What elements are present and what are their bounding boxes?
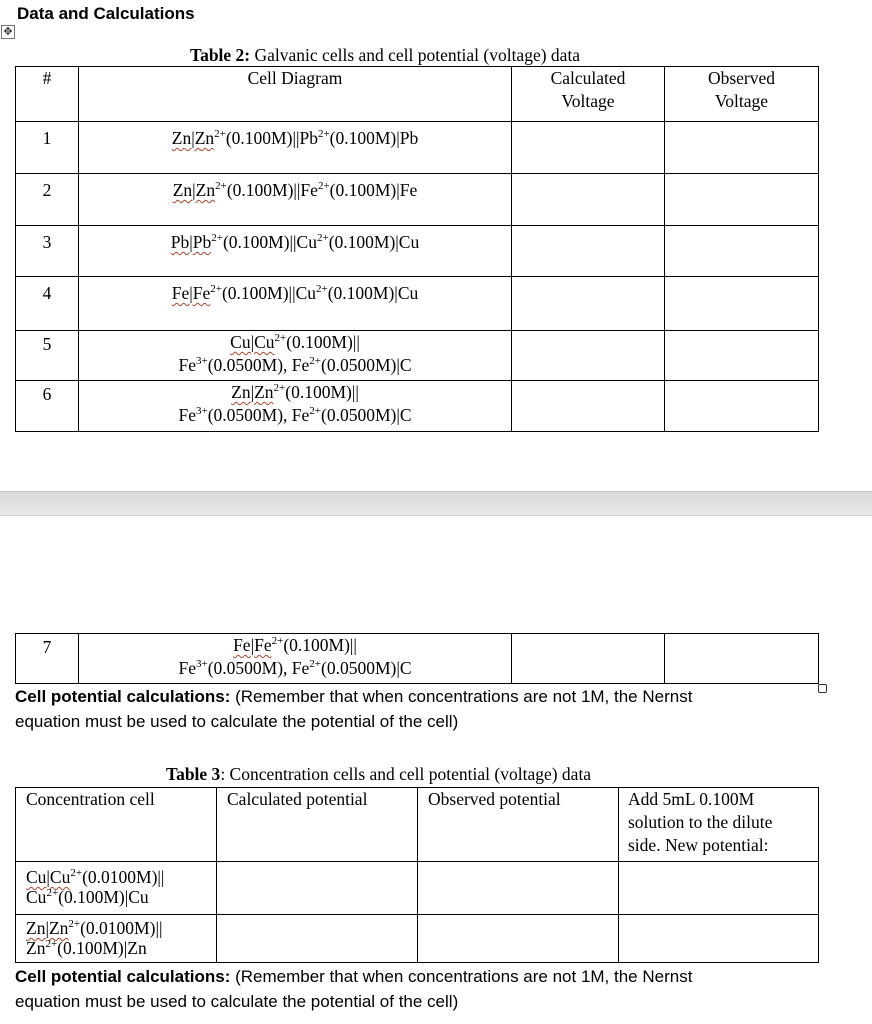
row-number: 2 <box>16 174 79 226</box>
observed-voltage-cell[interactable] <box>665 122 819 174</box>
section-title: Data and Calculations <box>17 4 195 23</box>
page-break <box>0 491 872 516</box>
new-potential-cell[interactable] <box>619 862 819 915</box>
table3 <box>15 787 819 963</box>
cell-diagram: $Fe|Fe^{2+}(0.100M)||$ $Fe^{3+}(0.0500M)$, $Fe^{2+}(0.0500M)|C$ <box>79 634 512 684</box>
calculated-voltage-cell[interactable] <box>512 381 665 432</box>
table2-caption-text: Galvanic cells and cell potential (voltage) data <box>250 45 581 65</box>
table2-header-row <box>16 67 819 122</box>
concentration-cell: $Zn|Zn^{2+}(0.0100M)||$ $Zn^{2+}(0.100M)|Zn$ <box>16 915 217 963</box>
table2-continued <box>15 633 819 684</box>
row-number: 4 <box>16 277 79 331</box>
observed-potential-cell[interactable] <box>418 915 619 963</box>
cell-diagram: $Zn|Zn^{2+}(0.100M)||Pb^{2+}(0.100M)|Pb$ <box>79 122 512 174</box>
observed-potential-cell[interactable] <box>418 862 619 915</box>
cell-diagram: $Zn|Zn^{2+}(0.100M)||Fe^{2+}(0.100M)|Fe$ <box>79 174 512 226</box>
calculated-voltage-cell[interactable] <box>512 277 665 331</box>
header-calculated-potential: Calculated potential <box>217 788 418 862</box>
header-cell-diagram: Cell Diagram <box>79 67 512 122</box>
new-potential-cell[interactable] <box>619 915 819 963</box>
row-number: 5 <box>16 331 79 381</box>
header-num: # <box>16 67 79 122</box>
calculated-voltage-cell[interactable] <box>512 226 665 277</box>
note-label: Cell potential calculations: <box>15 687 231 706</box>
calculated-voltage-cell[interactable] <box>512 634 665 684</box>
header-concentration-cell: Concentration cell <box>16 788 217 862</box>
row-number: 3 <box>16 226 79 277</box>
cell-diagram: $Cu|Cu^{2+}(0.100M)||$ $Fe^{3+}(0.0500M)$, $Fe^{2+}(0.0500M)|C$ <box>79 331 512 381</box>
calculated-voltage-cell[interactable] <box>512 331 665 381</box>
observed-voltage-cell[interactable] <box>665 277 819 331</box>
observed-voltage-cell[interactable] <box>665 331 819 381</box>
note-label: Cell potential calculations: <box>15 967 231 986</box>
observed-voltage-cell[interactable] <box>665 381 819 432</box>
table-row <box>16 277 819 331</box>
table2-caption <box>190 44 580 67</box>
header-observed-potential: Observed potential <box>418 788 619 862</box>
table-row <box>16 226 819 277</box>
calculated-voltage-cell[interactable] <box>512 174 665 226</box>
table-row <box>16 634 819 684</box>
header-calculated-voltage: Calculated Voltage <box>512 67 665 122</box>
calculation-note: Cell potential calculations: (Remember that when concentrations are not 1M, the Nernst equation must be used to calculate the potential of the cell) <box>15 967 693 1011</box>
header-observed-voltage: Observed Voltage <box>665 67 819 122</box>
move-handle-icon[interactable]: ✥ <box>1 25 15 39</box>
cell-diagram: $Pb|Pb^{2+}(0.100M)||Cu^{2+}(0.100M)|Cu$ <box>79 226 512 277</box>
table2-caption-label: Table 2: <box>190 45 251 65</box>
table-row <box>16 174 819 226</box>
table-row <box>16 331 819 381</box>
header-new-potential: Add 5mL 0.100M solution to the dilute side. New potential: <box>619 788 819 862</box>
row-number: 7 <box>16 634 79 684</box>
table-row <box>16 122 819 174</box>
cell-diagram: $Fe|Fe^{2+}(0.100M)||Cu^{2+}(0.100M)|Cu$ <box>79 277 512 331</box>
table3-caption-label: Table 3 <box>166 764 221 784</box>
calculated-potential-cell[interactable] <box>217 862 418 915</box>
calculated-potential-cell[interactable] <box>217 915 418 963</box>
table-row <box>16 862 819 915</box>
observed-voltage-cell[interactable] <box>665 634 819 684</box>
table3-caption-text: : Concentration cells and cell potential (voltage) data <box>220 764 592 784</box>
row-number: 6 <box>16 381 79 432</box>
calculation-note: Cell potential calculations: (Remember that when concentrations are not 1M, the Nernst equation must be used to calculate the potential of the cell) <box>15 687 693 731</box>
cell-diagram: $Zn|Zn^{2+}(0.100M)||$ $Fe^{3+}(0.0500M)$, $Fe^{2+}(0.0500M)|C$ <box>79 381 512 432</box>
observed-voltage-cell[interactable] <box>665 174 819 226</box>
table-row <box>16 381 819 432</box>
observed-voltage-cell[interactable] <box>665 226 819 277</box>
table3-caption <box>166 763 591 786</box>
table3-header-row <box>16 788 819 862</box>
calculated-voltage-cell[interactable] <box>512 122 665 174</box>
concentration-cell: $Cu|Cu^{2+}(0.0100M)||$ $Cu^{2+}(0.100M)|Cu$ <box>16 862 217 915</box>
row-number: 1 <box>16 122 79 174</box>
table-row <box>16 915 819 963</box>
table2 <box>15 66 819 432</box>
